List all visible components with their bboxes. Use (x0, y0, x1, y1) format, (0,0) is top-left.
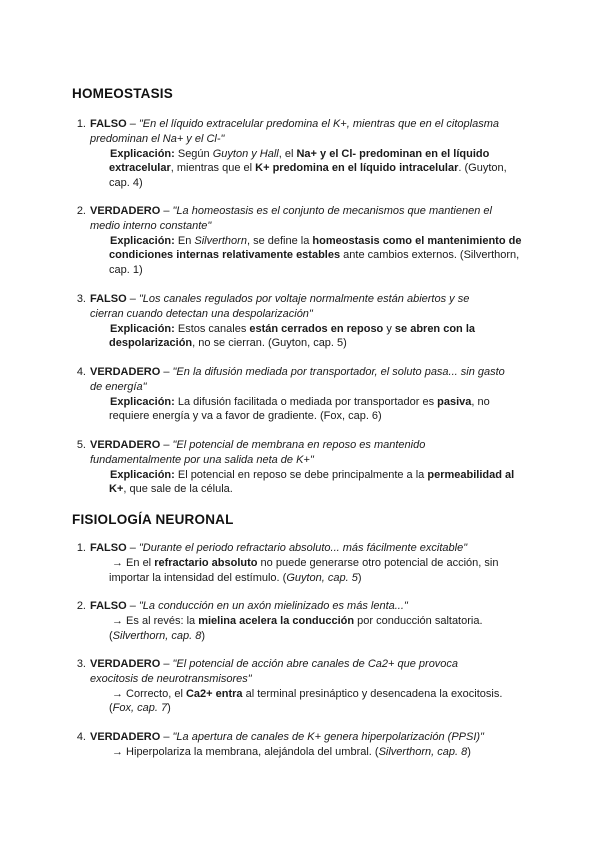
statement: "En la difusión mediada por transportador, el soluto pasa... sin gasto (172, 366, 505, 378)
item-number: 5. (76, 439, 86, 451)
list-item: 2. FALSO – "La conducción en un axón mielinizado es más lenta..." → Es al revés: la mielina acelera la conducción por conducción saltatoria. (Silverthorn, cap. 8) (90, 599, 540, 643)
explanation-label: Explicación: (110, 468, 175, 481)
verdict: FALSO (90, 542, 127, 554)
list-item: 4. VERDADERO – "En la difusión mediada por transportador, el soluto pasa... sin gasto de energía" Explicación: La difusión facilitada o mediada por transportador es pasiva, no requiere energía y va a favor de gradiente. (Fox, cap. 6) (90, 365, 540, 424)
list-item: 2. VERDADERO – "La homeostasis es el conjunto de mecanismos que mantienen el medio interno constante" Explicación: En Silverthorn, se define la homeostasis como el mantenimiento de condiciones internas relativamente estables ante cambios externos. (Silverthorn, cap. 1) (90, 204, 540, 278)
statement: "La homeostasis es el conjunto de mecanismos que mantienen el (172, 205, 492, 217)
verdict: VERDADERO (90, 205, 161, 217)
statement: "La conducción en un axón mielinizado es más lenta..." (138, 600, 408, 612)
section-title-homeostasis: HOMEOSTASIS (72, 86, 173, 101)
list-item: 5. VERDADERO – "El potencial de membrana en reposo es mantenido fundamentalmente por una salida neta de K+" Explicación: El potencial en reposo se debe principalmente a la permeabilidad al K+, que sale de la célula. (90, 438, 540, 497)
section-title-fisiologia-neuronal: FISIOLOGÍA NEURONAL (72, 512, 234, 527)
verdict: FALSO (90, 293, 127, 305)
item-number: 2. (76, 600, 86, 612)
explanation-label: Explicación: (110, 395, 175, 408)
list-item: 3. VERDADERO – "El potencial de acción abre canales de Ca2+ que provoca exocitosis de neurotransmisores" → Correcto, el Ca2+ entra al terminal presináptico y desencadena la exocitosis. (Fox, cap. 7) (90, 657, 540, 716)
item-number: 1. (76, 118, 86, 130)
item-number: 3. (76, 658, 86, 670)
item-number: 4. (76, 366, 86, 378)
list-item: 1. FALSO – "En el líquido extracelular predomina el K+, mientras que en el citoplasma predominan el Na+ y el Cl-" Explicación: Según Guyton y Hall, el Na+ y el Cl- predominan en el líquido extracelular, mientras que el K+ predomina en el líquido intracelular. (Guyton, cap. 4) (90, 117, 540, 191)
explanation-label: Explicación: (110, 147, 175, 160)
explanation-label: Explicación: (110, 322, 175, 335)
verdict: FALSO (90, 600, 127, 612)
item-number: 2. (76, 205, 86, 217)
verdict: VERDADERO (90, 658, 161, 670)
statement: "El potencial de membrana en reposo es mantenido (172, 439, 426, 451)
statement: "En el líquido extracelular predomina el K+, mientras que en el citoplasma (138, 118, 499, 130)
statement: "La apertura de canales de K+ genera hiperpolarización (PPSI)" (172, 731, 484, 743)
list-item: 4. VERDADERO – "La apertura de canales de K+ genera hiperpolarización (PPSI)" → Hiperpolariza la membrana, alejándola del umbral. (Silverthorn, cap. 8) (90, 730, 540, 760)
item-number: 4. (76, 731, 86, 743)
list-item: 3. FALSO – "Los canales regulados por voltaje normalmente están abiertos y se cierran cuando detectan una despolarización" Explicación: Estos canales están cerrados en reposo y se abren con la despolarización, no se cierran. (Guyton, cap. 5) (90, 292, 540, 351)
verdict: VERDADERO (90, 439, 161, 451)
verdict: VERDADERO (90, 366, 161, 378)
statement: "El potencial de acción abre canales de Ca2+ que provoca (172, 658, 459, 670)
statement: "Los canales regulados por voltaje normalmente están abiertos y se (138, 293, 470, 305)
statement: "Durante el periodo refractario absoluto... más fácilmente excitable" (138, 542, 468, 554)
item-number: 3. (76, 293, 86, 305)
list-item: 1. FALSO – "Durante el periodo refractario absoluto... más fácilmente excitable" → En el refractario absoluto no puede generarse otro potencial de acción, sin importar la intensidad del estímulo. (Guyton, cap. 5) (90, 541, 540, 585)
verdict: VERDADERO (90, 731, 161, 743)
verdict: FALSO (90, 118, 127, 130)
item-number: 1. (76, 542, 86, 554)
explanation-label: Explicación: (110, 234, 175, 247)
